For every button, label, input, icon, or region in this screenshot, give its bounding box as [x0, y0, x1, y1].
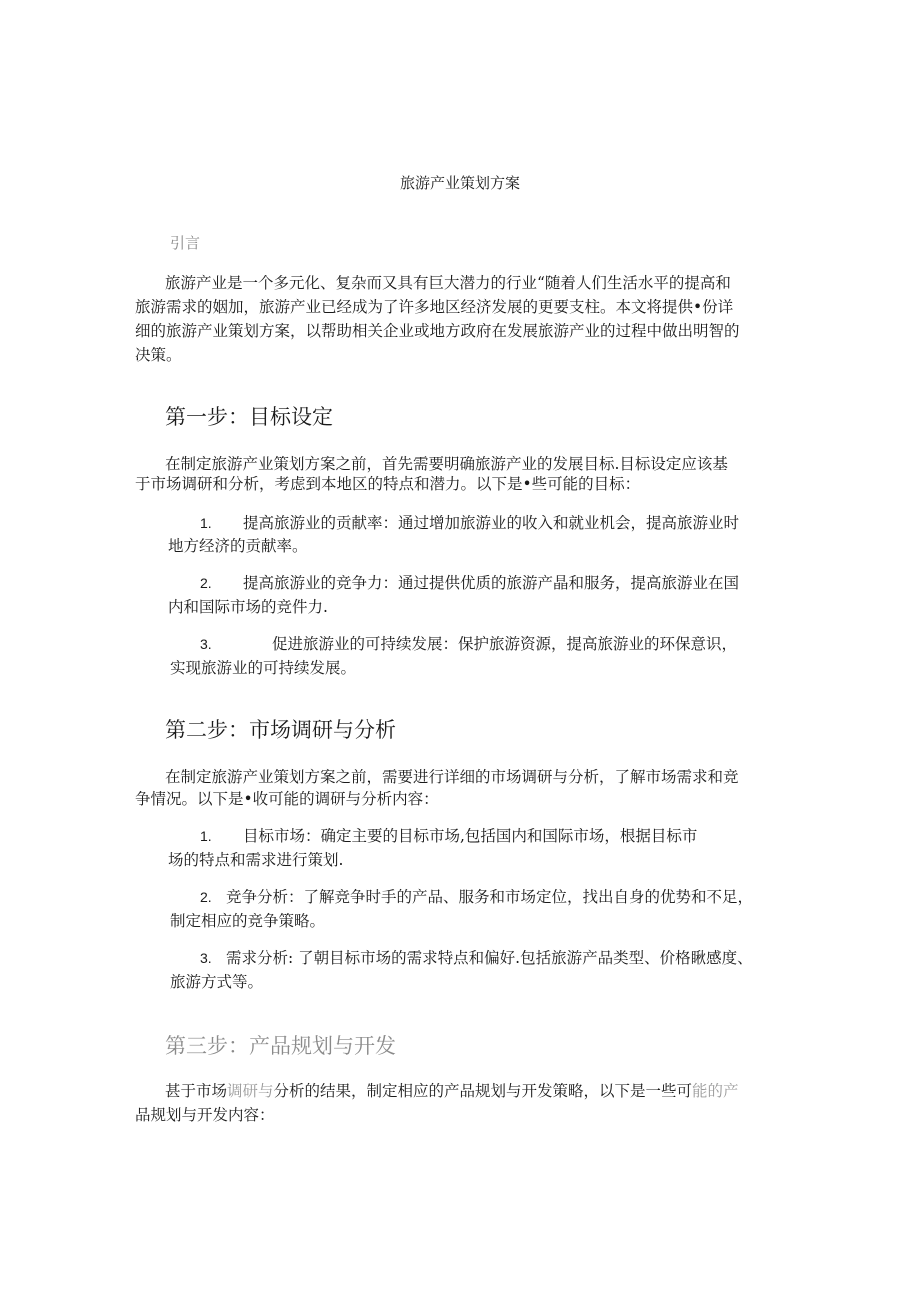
item-text: 促进旅游业的可持续发展：保护旅游资源，提高旅游业的环保意识， — [272, 635, 738, 653]
section-1-item-3 — [200, 633, 737, 656]
item-text: 提高旅游业的贡献率：通过增加旅游业的收入和就业机会，提高旅游业时 — [243, 514, 740, 532]
section-2-item-1 — [200, 825, 697, 848]
intro-line-3: 细的旅游产业策划方案，以帮助相关企业或地方政府在发展旅游产业的过程中做出明智的 — [135, 322, 740, 340]
para-text: 甚于市场 — [165, 1082, 228, 1100]
section-1-item-3-cont: 实现旅游业的可持续发展。 — [170, 659, 357, 677]
para-text-faded: 调研与 — [227, 1082, 274, 1100]
section-1-heading: 第一步：目标设定 — [165, 405, 333, 429]
section-1-para-line-1: 在制定旅游产业策划方案之前，首先需要明确旅游产业的发展目标.目标设定应该基 — [165, 455, 728, 473]
section-1-item-2-cont: 内和国际市场的竞件力. — [168, 598, 328, 616]
section-3-para-line-1 — [165, 1080, 739, 1103]
intro-line-1: 旅游产业是一个多元化、复杂而又具有巨大潜力的行业“随着人们生活水平的提高和 — [165, 274, 731, 292]
intro-line-4: 决策。 — [135, 346, 182, 364]
section-2-item-1-cont: 场的特点和需求进行策划. — [168, 851, 344, 869]
para-text-faded: 能的产 — [692, 1082, 739, 1100]
section-2-item-2 — [200, 886, 753, 909]
item-number: 1. — [200, 515, 212, 531]
section-1-item-2 — [200, 572, 739, 595]
section-1-item-1 — [200, 512, 739, 535]
item-number: 2. — [200, 889, 212, 905]
section-2-item-3-cont: 旅游方式等。 — [170, 973, 264, 991]
item-number: 3. — [200, 950, 212, 966]
intro-label: 引言 — [170, 234, 201, 252]
section-1-item-1-cont: 地方经济的贡献率。 — [168, 537, 308, 555]
item-text: 目标市场：确定主要的目标市场,包括国内和国际市场，根据目标市 — [243, 827, 698, 845]
section-2-item-2-cont: 制定相应的竞争策略。 — [170, 912, 326, 930]
section-2-para-line-2: 争情况。以下是•收可能的调研与分析内容： — [135, 790, 439, 808]
item-text: 提高旅游业的竞争力：通过提供优质的旅游产晶和服务，提高旅游业在国 — [243, 574, 740, 592]
section-3-heading: 第三步：产品规划与开发 — [165, 1034, 396, 1058]
para-text: 分析的结果，制定相应的产品规划与开发策略，以下是一些可 — [273, 1082, 693, 1100]
item-number: 2. — [200, 575, 212, 591]
item-text: 需求分析: 了朝目标市场的需求特点和偏好.包括旅游产品类型、价格瞅感度、 — [226, 949, 753, 967]
intro-line-2: 旅游需求的姻加，旅游产业已经成为了许多地区经济发展的更要支柱。本文将提供•份详 — [135, 298, 734, 316]
section-2-item-3 — [200, 947, 753, 970]
section-3-para-line-2: 品规划与开发内容： — [135, 1106, 275, 1124]
document-title: 旅游产业策划方案 — [399, 174, 520, 192]
item-number: 3. — [200, 636, 212, 652]
section-2-heading: 第二步：市场调研与分析 — [165, 718, 396, 742]
item-number: 1. — [200, 828, 212, 844]
section-2-para-line-1: 在制定旅游产业策划方案之前，需要进行详细的市场调研与分析，了解市场需求和竞 — [165, 768, 739, 786]
item-text: 竞争分析：了解竞争时手的产品、服务和市场定位，找出自身的优势和不足， — [226, 888, 754, 906]
section-1-para-line-2: 于市场调研和分析，考虑到本地区的特点和潜力。以下是•些可能的目标： — [135, 475, 641, 493]
